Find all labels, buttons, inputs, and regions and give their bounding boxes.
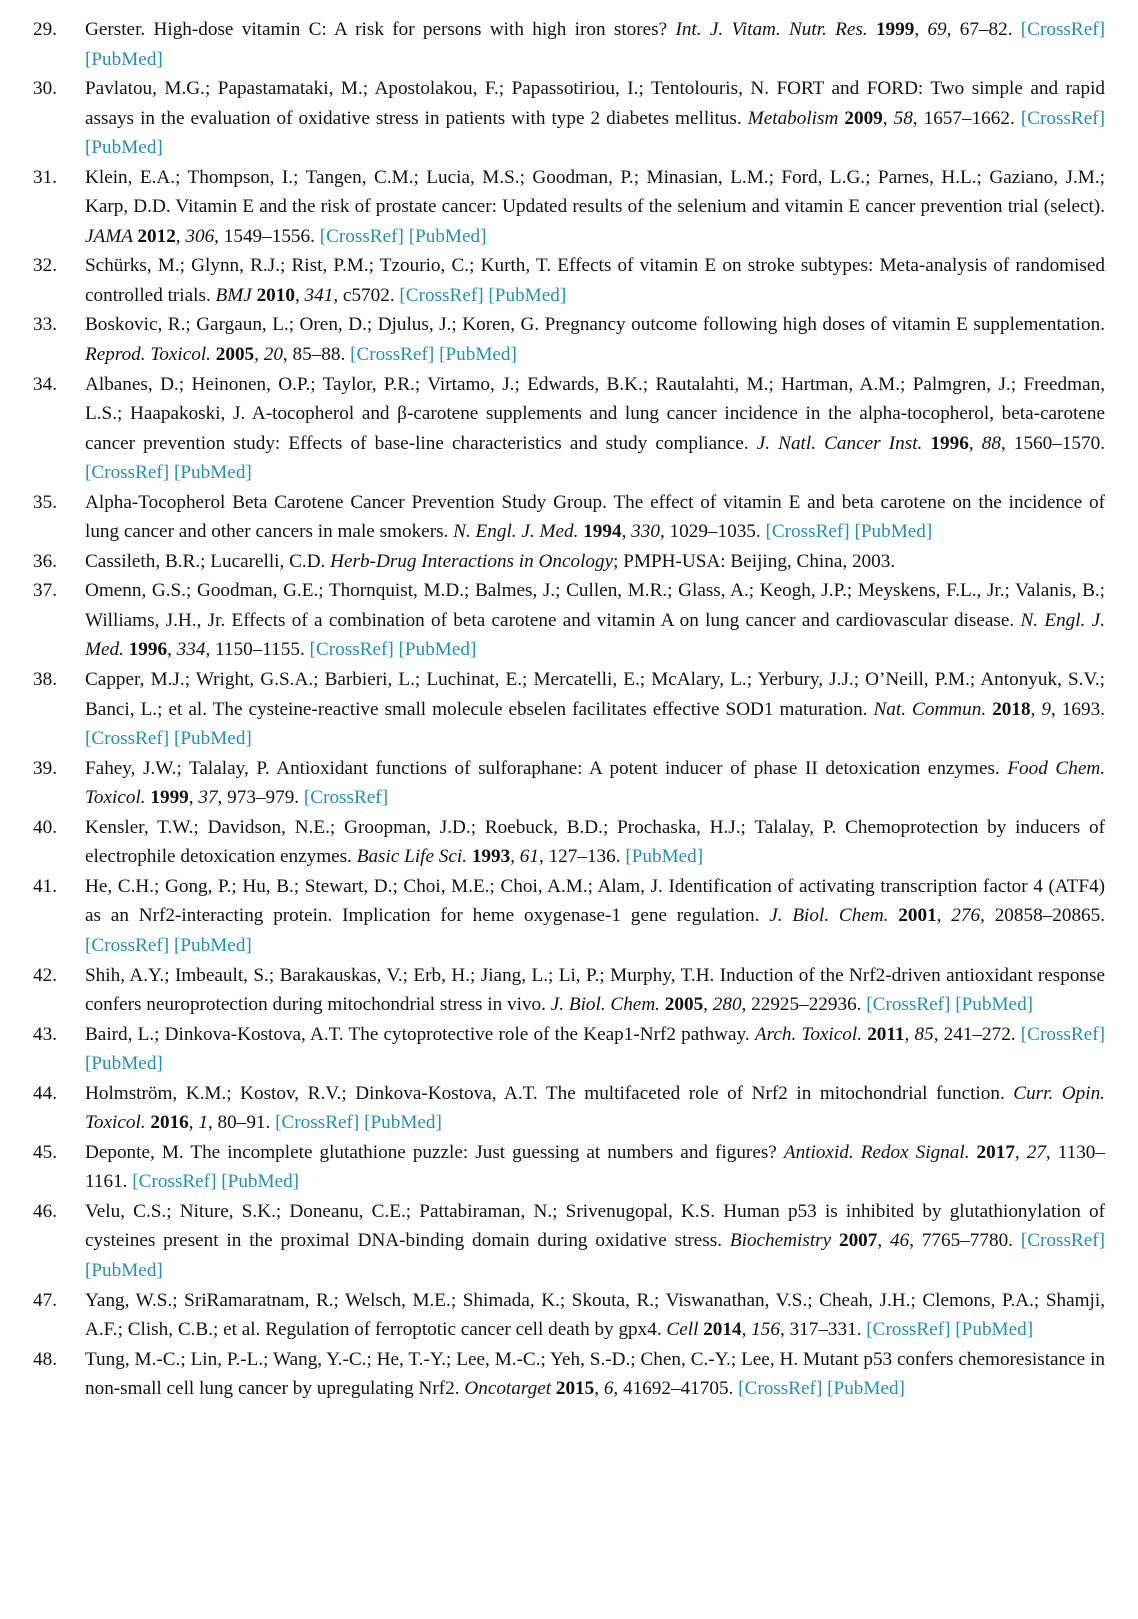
journal-name: Metabolism <box>747 107 845 129</box>
journal-name: J. Biol. Chem. <box>769 905 899 927</box>
crossref-link[interactable]: [CrossRef] <box>765 521 850 543</box>
reference-text <box>85 961 1105 1020</box>
crossref-link[interactable]: [CrossRef] <box>399 284 484 306</box>
reference-number: 45. <box>33 1141 57 1163</box>
reference-item <box>33 1345 1105 1404</box>
journal-name: Reprod. Toxicol. <box>85 344 216 366</box>
reference-segment: , <box>904 1023 915 1045</box>
reference-item <box>33 872 1105 961</box>
reference-item <box>33 1020 1105 1079</box>
publication-year: 1999 <box>150 787 189 809</box>
reference-segment: , 67–82. <box>946 19 1021 40</box>
reference-segment: , 241–272. <box>933 1023 1021 1045</box>
crossref-link[interactable]: [CrossRef] <box>319 225 404 247</box>
journal-name: Nat. Commun. <box>873 698 993 720</box>
reference-segment: , 7765–7780. <box>909 1230 1021 1252</box>
journal-name: 37 <box>198 787 218 809</box>
journal-name: Arch. Toxicol. <box>754 1023 868 1045</box>
reference-segment: Cassileth, B.R.; Lucarelli, C.D. <box>85 550 331 572</box>
reference-number: 31. <box>33 166 57 188</box>
publication-year: 2012 <box>137 225 176 247</box>
crossref-link[interactable]: [CrossRef] <box>1020 19 1105 40</box>
reference-text <box>85 1020 1105 1079</box>
reference-segment: , <box>936 905 952 927</box>
reference-number: 29. <box>33 19 57 40</box>
reference-segment: , <box>167 639 177 661</box>
crossref-link[interactable]: [CrossRef] <box>350 344 435 366</box>
pubmed-link[interactable]: [PubMed] <box>85 1259 163 1281</box>
reference-number: 47. <box>33 1289 57 1311</box>
reference-text <box>85 15 1105 74</box>
journal-name: 276 <box>951 905 981 927</box>
reference-text <box>85 1079 1105 1138</box>
pubmed-link[interactable]: [PubMed] <box>955 1319 1034 1341</box>
reference-segment: , 85–88. <box>282 344 351 366</box>
journal-name: Cell <box>666 1319 704 1341</box>
reference-segment: Schürks, M.; Glynn, R.J.; Rist, P.M.; Tzourio, C.; Kurth, T. Effects of vitamin E on stroke subtypes: Meta-analysis of randomised controlled trials. <box>85 255 1105 306</box>
reference-segment: Fahey, J.W.; Talalay, P. Antioxidant functions of sulforaphane: A potent inducer of phase II detoxication enzymes. <box>85 757 1008 779</box>
reference-item <box>33 251 1105 310</box>
reference-segment: Shih, A.Y.; Imbeault, S.; Barakauskas, V.; Erb, H.; Jiang, L.; Li, P.; Murphy, T.H. Induction of the Nrf2-driven antioxidant response confers neuroprotection during mitochondrial stress in vivo. <box>85 964 1105 1016</box>
reference-item <box>33 754 1105 813</box>
journal-name: 20 <box>263 344 283 366</box>
reference-text <box>85 370 1105 488</box>
reference-item <box>33 163 1105 252</box>
journal-name: 341 <box>304 284 334 306</box>
reference-number: 39. <box>33 757 57 779</box>
journal-name: 85 <box>914 1023 934 1045</box>
publication-year: 2001 <box>898 905 937 927</box>
journal-name: N. Engl. J. Med. <box>453 521 584 543</box>
reference-segment: , 1150–1155. <box>205 639 310 661</box>
reference-segment: , 80–91. <box>207 1112 276 1134</box>
reference-text <box>85 1138 1105 1197</box>
journal-name: 58 <box>893 107 913 129</box>
reference-segment: , <box>1030 698 1042 720</box>
reference-segment: Yang, W.S.; SriRamaratnam, R.; Welsch, M.E.; Shimada, K.; Skouta, R.; Viswanathan, V.S.; Cheah, J.H.; Clemons, P.A.; Shamji, A.F.; Clish, C.B.; et al. Regulation of ferroptotic cancer cell death by gpx4. <box>85 1289 1105 1341</box>
reference-number: 34. <box>33 373 57 395</box>
pubmed-link[interactable]: [PubMed] <box>174 934 252 956</box>
reference-segment: , 22925–22936. <box>741 994 867 1016</box>
reference-segment: Velu, C.S.; Niture, S.K.; Doneanu, C.E.; Pattabiraman, N.; Srivenugopal, K.S. Human p53 is inhibited by glutathionylation of cysteines present in the proximal DNA-binding domain during oxidative stress. <box>85 1200 1105 1252</box>
crossref-link[interactable]: [CrossRef] <box>309 639 394 661</box>
publication-year: 2005 <box>664 994 704 1016</box>
pubmed-link[interactable]: [PubMed] <box>398 639 477 661</box>
reference-item <box>33 74 1105 163</box>
publication-year: 1999 <box>875 19 915 40</box>
journal-name: Antioxid. Redox Signal. <box>783 1141 977 1163</box>
crossref-link[interactable]: [CrossRef] <box>303 787 389 809</box>
reference-number: 41. <box>33 875 57 897</box>
pubmed-link[interactable]: [PubMed] <box>854 521 933 543</box>
journal-name: J. Biol. Chem. <box>550 994 665 1016</box>
journal-name: Basic Life Sci. <box>356 846 472 868</box>
pubmed-link[interactable]: [PubMed] <box>85 1053 163 1075</box>
pubmed-link[interactable]: [PubMed] <box>174 728 252 750</box>
crossref-link[interactable]: [CrossRef] <box>738 1378 823 1400</box>
reference-segment: , <box>254 344 264 366</box>
references-list <box>33 15 1105 1404</box>
pubmed-link[interactable]: [PubMed] <box>364 1112 442 1134</box>
reference-text <box>85 310 1105 369</box>
reference-text <box>85 813 1105 872</box>
journal-name: 330 <box>631 521 660 543</box>
reference-text <box>85 754 1105 813</box>
reference-segment: Gerster. High-dose vitamin C: A risk for persons with high iron stores? <box>85 19 676 40</box>
reference-text <box>85 488 1105 547</box>
publication-year: 1993 <box>471 846 511 868</box>
reference-number: 33. <box>33 314 57 336</box>
pubmed-link[interactable]: [PubMed] <box>408 225 487 247</box>
reference-item <box>33 488 1105 547</box>
reference-text <box>85 1345 1105 1404</box>
reference-segment: , <box>175 225 186 247</box>
reference-item <box>33 813 1105 872</box>
journal-name: 69 <box>927 19 947 40</box>
reference-segment: , <box>741 1319 752 1341</box>
pubmed-link[interactable]: [PubMed] <box>174 462 252 484</box>
reference-segment: Omenn, G.S.; Goodman, G.E.; Thornquist, M.D.; Balmes, J.; Cullen, M.R.; Glass, A.; Keogh, J.P.; Meyskens, F.L., Jr.; Valanis, B.; Williams, J.H., Jr. Effects of a combination of beta carotene and vitamin A on lung cancer and cardiovascular disease. <box>85 580 1105 631</box>
reference-text <box>85 74 1105 163</box>
journal-name: Curr. Opin. Toxicol. <box>85 1082 1105 1134</box>
reference-segment: , <box>188 787 199 809</box>
reference-segment: ; PMPH-USA: Beijing, China, 2003. <box>613 550 896 572</box>
publication-year: 2007 <box>838 1230 878 1252</box>
journal-name: 61 <box>519 846 539 868</box>
reference-segment: , 20858–20865. <box>980 905 1106 927</box>
journal-name: 280 <box>712 994 742 1016</box>
publication-year: 1994 <box>583 521 622 543</box>
reference-segment: , <box>1014 1141 1027 1163</box>
journal-name: 27 <box>1026 1141 1046 1163</box>
reference-segment: , 1560–1570. <box>1000 432 1105 454</box>
reference-number: 32. <box>33 255 57 277</box>
publication-year: 2010 <box>256 284 295 306</box>
reference-segment: , <box>510 846 520 868</box>
reference-item <box>33 370 1105 488</box>
reference-text <box>85 251 1105 310</box>
crossref-link[interactable]: [CrossRef] <box>1020 107 1106 129</box>
reference-segment: , <box>621 521 632 543</box>
publication-year: 2017 <box>976 1141 1015 1163</box>
reference-item <box>33 15 1105 74</box>
reference-segment: Klein, E.A.; Thompson, I.; Tangen, C.M.; Lucia, M.S.; Goodman, P.; Minasian, L.M.; Ford, L.G.; Parnes, H.L.; Gaziano, J.M.; Karp, D.D. Vitamin E and the risk of prostate cancer: Updated results of the selenium and vitamin E cancer prevention trial (select). <box>85 166 1105 218</box>
journal-name: 88 <box>981 432 1001 454</box>
journal-name: J. Natl. Cancer Inst. <box>756 432 931 454</box>
reference-text <box>85 1197 1105 1286</box>
journal-name: Biochemistry <box>729 1230 839 1252</box>
reference-segment: , <box>882 107 894 129</box>
reference-item <box>33 1197 1105 1286</box>
reference-item <box>33 665 1105 754</box>
crossref-link[interactable]: [CrossRef] <box>85 728 170 750</box>
reference-segment: Kensler, T.W.; Davidson, N.E.; Groopman, J.D.; Roebuck, B.D.; Prochaska, H.J.; Talalay, P. Chemoprotection by inducers of electrophile detoxication enzymes. <box>85 816 1105 868</box>
reference-segment: Holmström, K.M.; Kostov, R.V.; Dinkova-Kostova, A.T. The multifaceted role of Nrf2 in mitochondrial function. <box>85 1082 1014 1104</box>
journal-name: Food Chem. Toxicol. <box>85 757 1105 809</box>
reference-text <box>85 163 1105 252</box>
reference-text <box>85 665 1105 754</box>
journal-name: 1 <box>198 1112 208 1134</box>
reference-segment: Boskovic, R.; Gargaun, L.; Oren, D.; Djulus, J.; Koren, G. Pregnancy outcome following high doses of vitamin E supplementation. <box>85 314 1105 336</box>
reference-segment: , 1029–1035. <box>659 521 766 543</box>
reference-segment: Alpha-Tocopherol Beta Carotene Cancer Prevention Study Group. The effect of vitamin E and beta carotene on the incidence of lung cancer and other cancers in male smokers. <box>85 491 1105 543</box>
reference-number: 35. <box>33 491 57 513</box>
reference-item <box>33 547 1105 577</box>
pubmed-link[interactable]: [PubMed] <box>85 48 163 70</box>
reference-text <box>85 576 1105 665</box>
reference-segment: , 1657–1662. <box>912 107 1021 129</box>
reference-segment: , 41692–41705. <box>613 1378 739 1400</box>
publication-year: 1996 <box>128 639 168 661</box>
reference-segment: , 1130–1161. <box>85 1141 1105 1193</box>
reference-segment: , 1693. <box>1051 698 1106 720</box>
pubmed-link[interactable]: [PubMed] <box>488 284 567 306</box>
publication-year: 1996 <box>930 432 969 454</box>
journal-name: 334 <box>176 639 206 661</box>
reference-item <box>33 576 1105 665</box>
journal-name: 46 <box>890 1230 910 1252</box>
publication-year: 2015 <box>555 1378 595 1400</box>
journal-name: 156 <box>751 1319 780 1341</box>
reference-segment: , 973–979. <box>217 787 304 809</box>
pubmed-link[interactable]: [PubMed] <box>625 846 704 868</box>
journal-name: Herb-Drug Interactions in Oncology <box>330 550 614 572</box>
reference-segment: Capper, M.J.; Wright, G.S.A.; Barbieri, L.; Luchinat, E.; Mercatelli, E.; McAlary, L.; Yerbury, J.J.; O’Neill, P.M.; Antonyuk, S.V.; Banci, L.; et al. The cysteine-reactive small molecule ebselen facilitates effective SOD1 maturation. <box>85 669 1105 720</box>
reference-segment: Tung, M.-C.; Lin, P.-L.; Wang, Y.-C.; He, T.-Y.; Lee, M.-C.; Yeh, S.-D.; Chen, C.-Y.; Lee, H. Mutant p53 confers chemoresistance in non-small cell lung cancer by upregulating Nrf2. <box>85 1348 1105 1400</box>
reference-text <box>85 872 1105 961</box>
journal-name: Oncotarget <box>464 1378 556 1400</box>
reference-number: 46. <box>33 1200 57 1222</box>
reference-text <box>85 1286 1105 1345</box>
reference-number: 42. <box>33 964 57 986</box>
reference-segment: , 317–331. <box>779 1319 867 1341</box>
journal-name: 6 <box>603 1378 614 1400</box>
reference-segment: , <box>294 284 305 306</box>
reference-item <box>33 1138 1105 1197</box>
reference-segment: Albanes, D.; Heinonen, O.P.; Taylor, P.R.; Virtamo, J.; Edwards, B.K.; Rautalahti, M.; Hartman, A.M.; Palmgren, J.; Freedman, L.S.; Haapakoski, J. A-tocopherol and β-carotene supplements and lung cancer incidence in the alpha-tocopherol, beta-carotene cancer prevention study: Effects of base-line characteristics and study compliance. <box>85 373 1105 454</box>
reference-item <box>33 310 1105 369</box>
reference-segment: He, C.H.; Gong, P.; Hu, B.; Stewart, D.; Choi, M.E.; Choi, A.M.; Alam, J. Identification of activating transcription factor 4 (ATF4) as an Nrf2-interacting protein. Implication for heme oxygenase-1 gene regulation. <box>85 875 1105 927</box>
pubmed-link[interactable]: [PubMed] <box>439 344 517 366</box>
reference-segment: , <box>877 1230 890 1252</box>
crossref-link[interactable]: [CrossRef] <box>866 1319 951 1341</box>
reference-number: 36. <box>33 550 57 572</box>
crossref-link[interactable]: [CrossRef] <box>1020 1230 1106 1252</box>
reference-text <box>85 547 1105 577</box>
journal-name: JAMA <box>85 225 138 247</box>
reference-segment: , 1549–1556. <box>214 225 320 247</box>
reference-number: 44. <box>33 1082 57 1104</box>
reference-segment: Pavlatou, M.G.; Papastamataki, M.; Apostolakou, F.; Papassotiriou, I.; Tentolouris, N. FORT and FORD: Two simple and rapid assays in the evaluation of oxidative stress in patients with type 2 diabetes mellitus. <box>85 78 1105 129</box>
reference-segment: , <box>968 432 982 454</box>
publication-year: 2014 <box>703 1319 742 1341</box>
journal-name: 306 <box>185 225 215 247</box>
crossref-link[interactable]: [CrossRef] <box>85 462 170 484</box>
reference-segment: , <box>703 994 713 1016</box>
crossref-link[interactable]: [CrossRef] <box>132 1171 217 1193</box>
reference-number: 30. <box>33 78 57 100</box>
crossref-link[interactable]: [CrossRef] <box>866 994 951 1016</box>
publication-year: 2016 <box>150 1112 189 1134</box>
reference-number: 48. <box>33 1348 57 1370</box>
reference-segment: , <box>594 1378 604 1400</box>
reference-segment: Baird, L.; Dinkova-Kostova, A.T. The cytoprotective role of the Keap1-Nrf2 pathway. <box>85 1023 755 1045</box>
journal-name: 9 <box>1041 698 1051 720</box>
reference-number: 43. <box>33 1023 57 1045</box>
reference-item <box>33 961 1105 1020</box>
publication-year: 2005 <box>215 344 255 366</box>
reference-segment: Deponte, M. The incomplete glutathione puzzle: Just guessing at numbers and figures? <box>85 1141 784 1163</box>
crossref-link[interactable]: [CrossRef] <box>85 934 170 956</box>
reference-segment: , <box>188 1112 199 1134</box>
reference-number: 37. <box>33 580 57 602</box>
publication-year: 2011 <box>867 1023 905 1045</box>
journal-name: N. Engl. J. Med. <box>85 609 1105 661</box>
pubmed-link[interactable]: [PubMed] <box>221 1171 300 1193</box>
reference-number: 38. <box>33 669 57 691</box>
publication-year: 2018 <box>992 698 1031 720</box>
journal-name: Int. J. Vitam. Nutr. Res. <box>675 19 876 40</box>
reference-segment: , <box>914 19 928 40</box>
reference-segment: , 127–136. <box>538 846 626 868</box>
reference-segment: , c5702. <box>333 284 400 306</box>
pubmed-link[interactable]: [PubMed] <box>955 994 1034 1016</box>
pubmed-link[interactable]: [PubMed] <box>85 137 163 159</box>
crossref-link[interactable]: [CrossRef] <box>1020 1023 1105 1045</box>
crossref-link[interactable]: [CrossRef] <box>275 1112 360 1134</box>
publication-year: 2009 <box>844 107 883 129</box>
reference-item <box>33 1286 1105 1345</box>
reference-item <box>33 1079 1105 1138</box>
journal-name: BMJ <box>215 284 257 306</box>
reference-number: 40. <box>33 816 57 838</box>
pubmed-link[interactable]: [PubMed] <box>827 1378 905 1400</box>
